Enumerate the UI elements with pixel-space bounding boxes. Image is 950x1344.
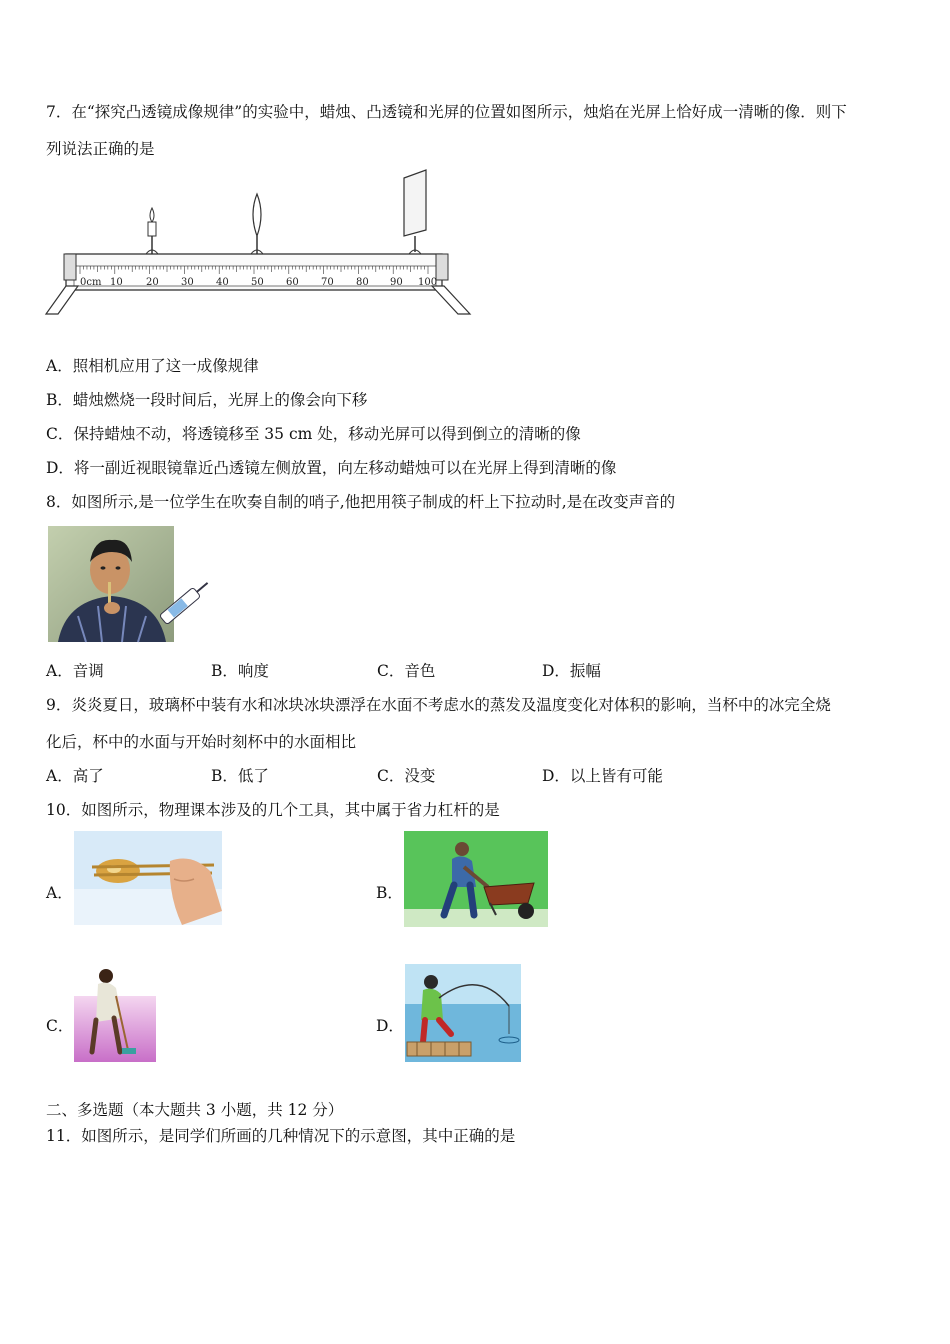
chopsticks-photo: [74, 831, 222, 925]
q10-label-d: D．: [376, 1017, 404, 1035]
ruler-label-50: 50: [251, 277, 264, 288]
child-sweeping-photo: [74, 966, 156, 1062]
q11-stem: 11．如图所示，是同学们所画的几种情况下的示意图，其中正确的是: [46, 1127, 516, 1145]
q8-stem: 8．如图所示,是一位学生在吹奏自制的哨子,他把用筷子制成的杆上下拉动时,是在改变声音的: [46, 493, 676, 511]
q8-option-c: C．音色: [377, 662, 436, 680]
q9-option-c: C．没变: [377, 767, 436, 785]
ruler-label-90: 90: [390, 277, 403, 288]
ruler-label-100: 100: [418, 277, 438, 288]
q8-option-a: A．音调: [46, 662, 104, 680]
fishing-photo: [405, 964, 521, 1062]
q9-stem-line1: 9．炎炎夏日，玻璃杯中装有水和冰块冰块漂浮在水面不考虑水的蒸发及温度变化对体积的影响，当杯中的冰完全烧: [46, 696, 831, 714]
q10-stem: 10．如图所示，物理课本涉及的几个工具，其中属于省力杠杆的是: [46, 801, 500, 819]
q9-option-b: B．低了: [211, 767, 269, 785]
q8-option-d: D．振幅: [542, 662, 601, 680]
q10-label-a: A．: [46, 884, 73, 902]
section2-heading: 二、多选题（本大题共 3 小题，共 12 分）: [46, 1101, 344, 1119]
q9-option-d: D．以上皆有可能: [542, 767, 663, 785]
q7-option-a: A．照相机应用了这一成像规律: [46, 357, 259, 375]
ruler-label-60: 60: [286, 277, 299, 288]
q7-option-d: D．将一副近视眼镜靠近凸透镜左侧放置，向左移动蜡烛可以在光屏上得到清晰的像: [46, 459, 617, 477]
student-whistle-photo: [48, 526, 210, 644]
q7-option-b: B．蜡烛燃烧一段时间后，光屏上的像会向下移: [46, 391, 368, 409]
q10-label-b: B．: [376, 884, 403, 902]
q7-option-c: C．保持蜡烛不动，将透镜移至 35 cm 处，移动光屏可以得到倒立的清晰的像: [46, 425, 581, 443]
ruler-label-30: 30: [181, 277, 194, 288]
ruler-label-0: 0cm: [80, 277, 102, 288]
q7-stem-line2: 列说法正确的是: [46, 140, 155, 158]
ruler-label-40: 40: [216, 277, 229, 288]
optical-bench-figure: [44, 168, 474, 318]
q9-stem-line2: 化后，杯中的水面与开始时刻杯中的水面相比: [46, 733, 357, 751]
wheelbarrow-photo: [404, 831, 548, 927]
q9-option-a: A．高了: [46, 767, 104, 785]
ruler-label-70: 70: [321, 277, 334, 288]
q10-label-c: C．: [46, 1017, 74, 1035]
ruler-label-20: 20: [146, 277, 159, 288]
ruler-label-10: 10: [110, 277, 123, 288]
q7-stem-line1: 7．在“探究凸透镜成像规律”的实验中，蜡烛、凸透镜和光屏的位置如图所示，烛焰在光屏上恰好成一清晰的像．则下: [46, 103, 847, 121]
q8-option-b: B．响度: [211, 662, 269, 680]
ruler-label-80: 80: [356, 277, 369, 288]
